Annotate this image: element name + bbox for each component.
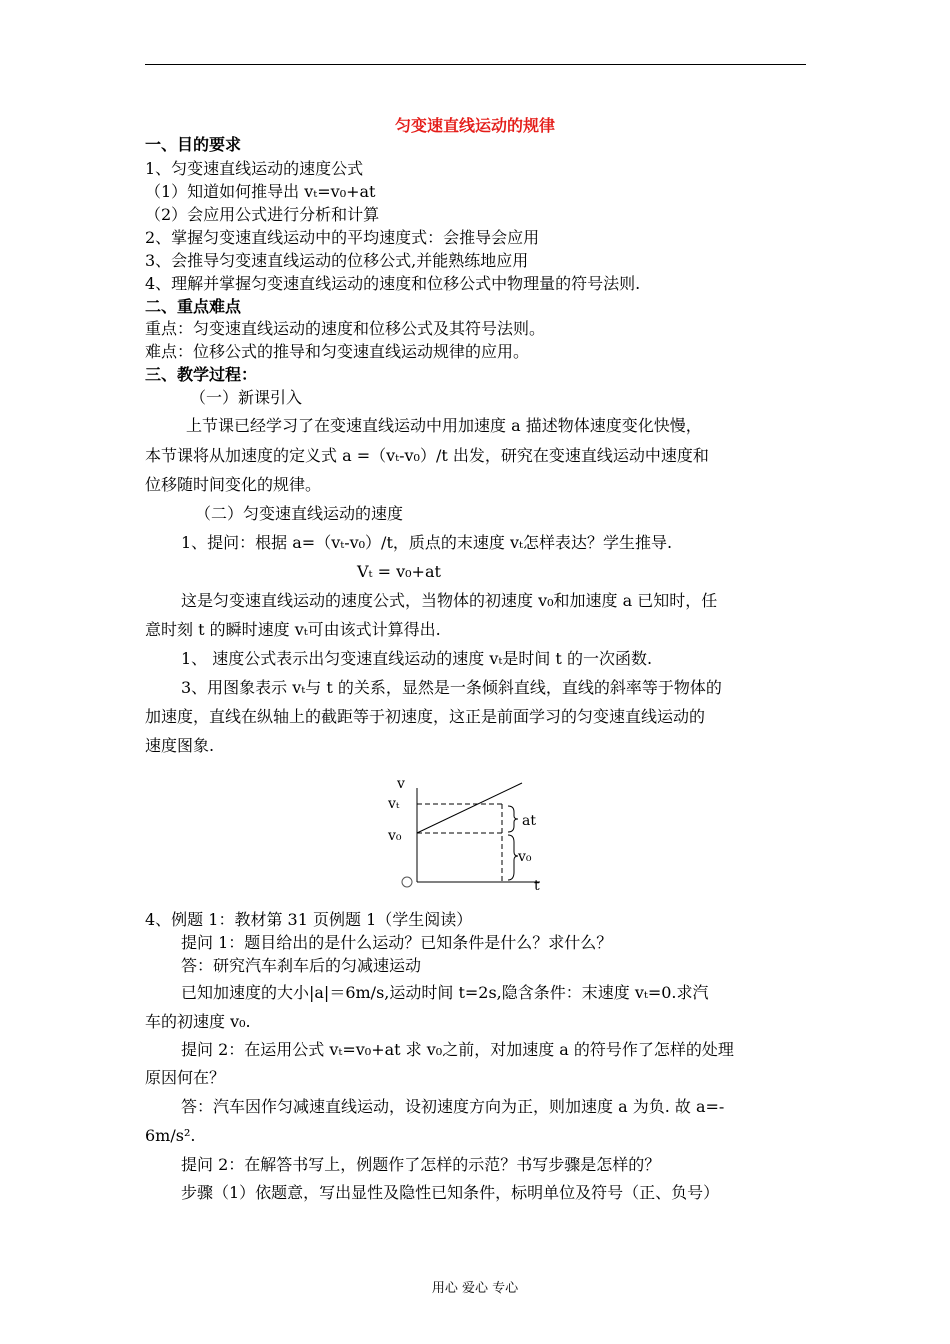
text-line: 位移随时间变化的规律。 <box>145 475 322 494</box>
subsection-heading: （二）匀变速直线运动的速度 <box>195 504 404 523</box>
text-line: 加速度，直线在纵轴上的截距等于初速度，这正是前面学习的匀变速直线运动的 <box>145 707 706 726</box>
text-line: 3、会推导匀变速直线运动的位移公式,并能熟练地应用 <box>145 251 529 270</box>
text-line: 4、例题 1：教材第 31 页例题 1（学生阅读） <box>145 910 473 929</box>
text-line: 6m/s². <box>145 1126 196 1145</box>
vt-label: vₜ <box>388 796 400 812</box>
text-line: 原因何在？ <box>145 1068 226 1087</box>
v0-label: v₀ <box>388 828 402 844</box>
document-title: 匀变速直线运动的规律 <box>394 116 555 135</box>
text-line: 上节课已经学习了在变速直线运动中用加速度 a 描述物体速度变化快慢， <box>186 416 702 435</box>
text-line: 提问 1：题目给出的是什么运动？已知条件是什么？求什么？ <box>181 933 613 952</box>
text-line: 提问 2：在运用公式 vₜ=v₀+at 求 v₀之前，对加速度 a 的符号作了怎样的处理 <box>181 1040 734 1059</box>
text-line: 3、用图象表示 vₜ与 t 的关系，显然是一条倾斜直线，直线的斜率等于物体的 <box>181 678 722 697</box>
x-axis-label: t <box>534 878 540 894</box>
text-line: 提问 2：在解答书写上，例题作了怎样的示范？书写步骤是怎样的？ <box>181 1155 661 1174</box>
header-rule <box>145 64 806 65</box>
at-label: at <box>522 813 536 829</box>
y-axis-label: v <box>397 776 405 792</box>
v0-brace <box>508 835 518 880</box>
text-line: （2）会应用公式进行分析和计算 <box>145 205 380 224</box>
text-line: （1）知道如何推导出 vₜ=v₀+at <box>145 182 376 201</box>
text-line: 答：研究汽车刹车后的匀减速运动 <box>181 956 422 975</box>
text-line: 答：汽车因作匀减速直线运动，设初速度方向为正，则加速度 a 为负. 故 a=- <box>181 1097 725 1116</box>
velocity-line <box>417 783 522 833</box>
text-line: 1、匀变速直线运动的速度公式 <box>145 159 364 178</box>
velocity-time-graph <box>380 770 560 895</box>
text-line: 1、 速度公式表示出匀变速直线运动的速度 vₜ是时间 t 的一次函数. <box>181 649 653 668</box>
subsection-heading: （一）新课引入 <box>190 388 303 407</box>
section-heading-process: 三、教学过程： <box>145 365 258 384</box>
text-line: 这是匀变速直线运动的速度公式，当物体的初速度 v₀和加速度 a 已知时，任 <box>181 591 718 610</box>
text-line: 意时刻 t 的瞬时速度 vₜ可由该式计算得出. <box>145 620 441 639</box>
origin-marker <box>402 877 412 887</box>
section-heading-goals: 一、目的要求 <box>145 135 242 154</box>
text-line: 已知加速度的大小|a|＝6m/s,运动时间 t=2s,隐含条件：末速度 vₜ=0.求汽 <box>181 983 709 1002</box>
text-line: 2、掌握匀变速直线运动中的平均速度式：会推导会应用 <box>145 228 540 247</box>
text-line: 步骤（1）依题意，写出显性及隐性已知条件，标明单位及符号（正、负号） <box>181 1183 720 1202</box>
section-heading-key-points: 二、重点难点 <box>145 297 242 316</box>
text-line: 重点：匀变速直线运动的速度和位移公式及其符号法则。 <box>145 319 546 338</box>
at-brace <box>508 806 518 832</box>
v0-brace-label: v₀ <box>518 849 532 865</box>
text-line: 速度图象. <box>145 736 215 755</box>
text-line: 难点：位移公式的推导和匀变速直线运动规律的应用。 <box>145 342 530 361</box>
text-line: 1、提问：根据 a=（vₜ-v₀）/t，质点的末速度 vₜ怎样表达？学生推导. <box>181 533 673 552</box>
formula-line: Vₜ = v₀+at <box>357 562 441 581</box>
page-footer: 用心 爱心 专心 <box>431 1281 519 1296</box>
text-line: 4、理解并掌握匀变速直线运动的速度和位移公式中物理量的符号法则. <box>145 274 641 293</box>
text-line: 车的初速度 v₀. <box>145 1012 251 1031</box>
text-line: 本节课将从加速度的定义式 a =（vₜ-v₀）/t 出发，研究在变速直线运动中速度和 <box>145 446 709 465</box>
